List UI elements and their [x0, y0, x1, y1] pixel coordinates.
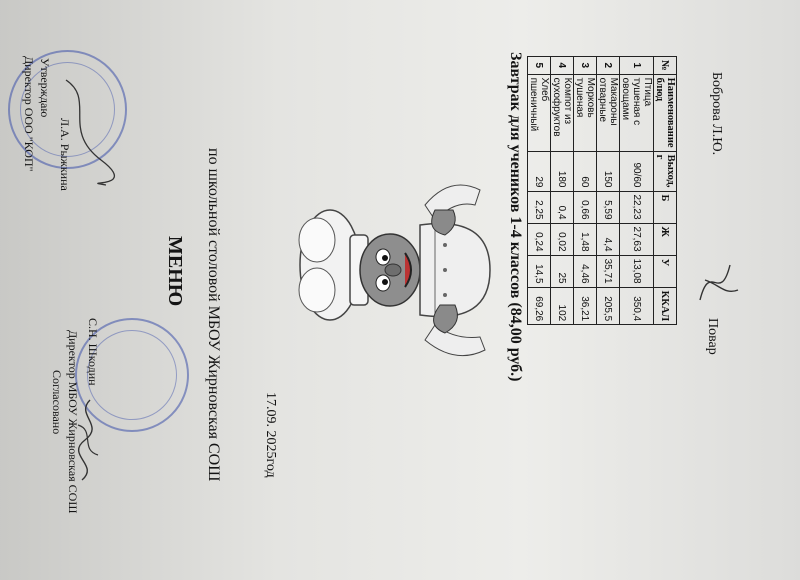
dish-protein: 0,66: [574, 191, 597, 223]
dish-protein: 22,23: [620, 191, 654, 223]
menu-table: [527, 56, 677, 325]
approval-right-line3: Л.А. Рыжкина: [58, 118, 72, 191]
col-header-zh: Ж: [654, 223, 677, 255]
dish-fat: 27,63: [620, 223, 654, 255]
row-number: 1: [620, 57, 654, 75]
col-header-u: У: [654, 255, 677, 287]
approval-right-line1: Утверждаю: [38, 58, 52, 118]
col-header-name: Наименование блюд: [654, 74, 677, 151]
dish-carbs: 25: [551, 255, 574, 287]
dish-carbs: 4,46: [574, 255, 597, 287]
dish-fat: 1,48: [574, 223, 597, 255]
dish-protein: 2,25: [528, 191, 551, 223]
dish-fat: 0,02: [551, 223, 574, 255]
dish-output: 180: [551, 151, 574, 191]
cook-name: Боброва Л.Ю.: [709, 72, 724, 156]
row-number: 2: [597, 57, 620, 75]
approval-left-line3: С.Н. Шкодин: [86, 318, 100, 386]
row-number: 4: [551, 57, 574, 75]
dish-name: Макароны отварные: [597, 74, 620, 151]
table-header-row: [654, 57, 677, 325]
cook-signature: [690, 255, 745, 310]
dish-output: 29: [528, 151, 551, 191]
dish-kcal: 36,21: [574, 287, 597, 325]
dish-carbs: 35,71: [597, 255, 620, 287]
table-row: [528, 57, 551, 325]
director-signature-left: [70, 395, 110, 485]
dish-fat: 0,24: [528, 223, 551, 255]
document-date: 17.09. 2025год: [263, 392, 278, 478]
cook-label: Повар: [705, 318, 720, 355]
dish-protein: 5,59: [597, 191, 620, 223]
director-signature-right: [56, 70, 116, 190]
dish-name: Птица тушеная с овощами: [620, 74, 654, 151]
col-header-num: №: [654, 57, 677, 75]
dish-output: 60: [574, 151, 597, 191]
dish-protein: 0,4: [551, 191, 574, 223]
document-title: МЕНЮ: [164, 236, 186, 307]
table-row: [574, 57, 597, 325]
table-row: [620, 57, 654, 325]
dish-kcal: 69,26: [528, 287, 551, 325]
dish-kcal: 102: [551, 287, 574, 325]
meal-heading: Завтрак для учеников 1-4 классов (84,00 руб.): [507, 52, 524, 382]
dish-output: 90/60: [620, 151, 654, 191]
dish-carbs: 13,08: [620, 255, 654, 287]
document-subtitle: по школьной столовой МБОУ Жирновская СОШ: [205, 148, 222, 482]
row-number: 3: [574, 57, 597, 75]
dish-output: 150: [597, 151, 620, 191]
dish-kcal: 205,5: [597, 287, 620, 325]
approval-right-line2: Директор ООО "КОП": [22, 56, 36, 172]
chef-illustration: [295, 165, 495, 375]
approval-left-line2: Директор МБОУ Жирновская СОШ: [66, 330, 80, 514]
dish-fat: 4,4: [597, 223, 620, 255]
col-header-output: Выход, г: [654, 151, 677, 191]
col-header-b: Б: [654, 191, 677, 223]
dish-kcal: 350,4: [620, 287, 654, 325]
table-row: [597, 57, 620, 325]
dish-carbs: 14,5: [528, 255, 551, 287]
row-number: 5: [528, 57, 551, 75]
col-header-kcal: ККАЛ: [654, 287, 677, 325]
approval-left-line1: Согласовано: [50, 370, 64, 435]
table-row: [551, 57, 574, 325]
dish-name: Морковь тушеная: [574, 74, 597, 151]
dish-name: Компот из сухофруктов: [551, 74, 574, 151]
dish-name: Хлеб пшеничный: [528, 74, 551, 151]
